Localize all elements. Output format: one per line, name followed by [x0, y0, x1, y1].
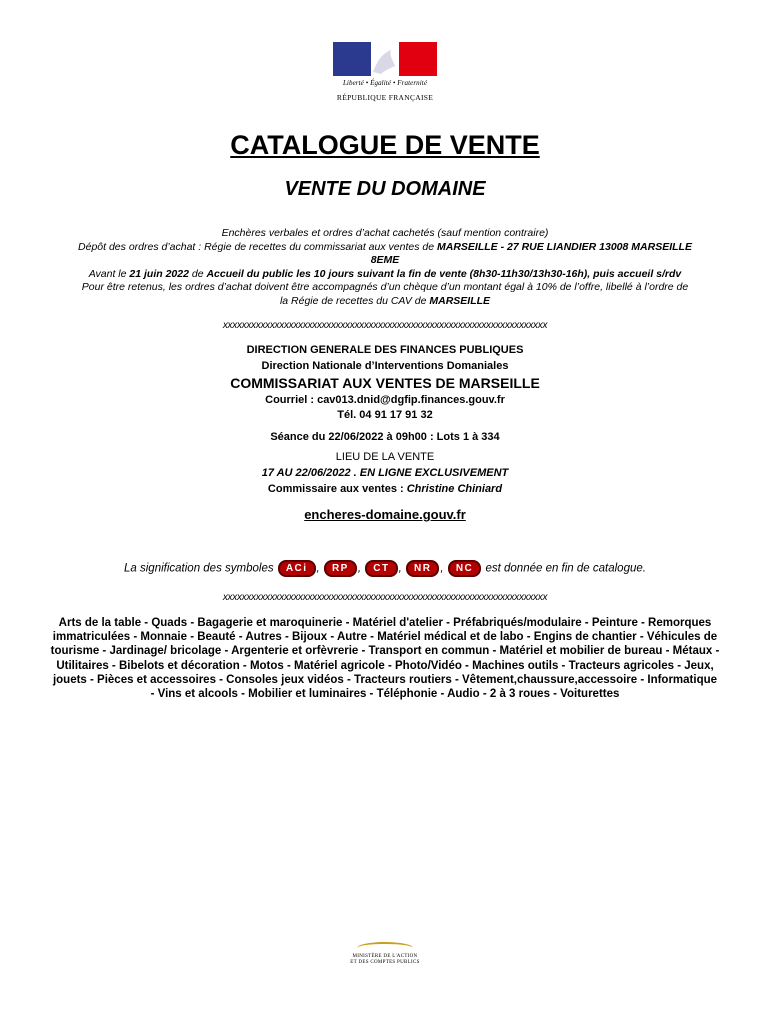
separator-line: xxxxxxxxxxxxxxxxxxxxxxxxxxxxxxxxxxxxxxxxxxxxxxxxxxxxxxxxxxxxxxxxxxxxx — [222, 320, 548, 331]
page-subtitle: VENTE DU DOMAINE — [284, 178, 486, 200]
badge-ct: CT — [365, 560, 397, 577]
website-link[interactable]: encheres-domaine.gouv.fr — [304, 507, 466, 522]
commissariat-heading: COMMISSARIAT AUX VENTES DE MARSEILLE — [230, 375, 540, 391]
dgfip-heading: DIRECTION GENERALE DES FINANCES PUBLIQUES — [246, 344, 524, 356]
badge-nr: NR — [406, 560, 439, 577]
lieu-heading: LIEU DE LA VENTE — [335, 451, 435, 463]
courriel-text[interactable]: Courriel : cav013.dnid@dgfip.finances.gouv.fr — [265, 394, 505, 406]
dnid-heading: Direction Nationale d’Interventions Domaniales — [261, 360, 509, 372]
categories-list: Arts de la table - Quads - Bagagerie et maroquinerie - Matériel d'atelier - Préfabriqués/modulaire - Peinture - Remorques immatriculées - Monnaie - Beauté - Autres - Bijoux - Autre - Matériel médical et de labo - Engins de chantier - Véhicules de tourisme - Jardinage/ bricolage - Argenterie et orfèvrerie - Transport en commun - Matériel et mobilier de bureau - Métaux - Utilitaires - Bibelots et décoration - Motos - Matériel agricole - Photo/Vidéo - Machines outils - Tracteurs agricoles - Jeux, jouets - Pièces et accessoires - Consoles jeux vidéos - Tracteurs routiers - Vêtement,chaussure,accessoire - Informatique - Vins et alcools - Mobilier et luminaires - Téléphonie - Audio - 2 à 3 roues - Voiturettes — [50, 617, 720, 701]
badge-aci: ACi — [278, 560, 316, 577]
intro-line-1: Enchères verbales et ordres d’achat cachetés (sauf mention contraire) — [221, 227, 549, 239]
symbols-line: La signification des symboles ACi , RP , CT , NR , NC est donnée en fin de catalogue. — [0, 560, 770, 577]
page-title: CATALOGUE DE VENTE — [230, 130, 540, 160]
intro-line-2: Dépôt des ordres d’achat : Régie de recettes du commissariat aux ventes de MARSEILLE - 27 RUE LIANDIER 13008 MARSEILLE 8EME — [78, 240, 692, 266]
separator-line-2: xxxxxxxxxxxxxxxxxxxxxxxxxxxxxxxxxxxxxxxxxxxxxxxxxxxxxxxxxxxxxxxxxxxxx — [222, 592, 548, 603]
ministry-line-1: MINISTÈRE DE L'ACTION — [352, 954, 418, 959]
badge-nc: NC — [448, 560, 481, 577]
badge-rp: RP — [324, 560, 357, 577]
tel-text: Tél. 04 91 17 91 32 — [337, 409, 433, 421]
marianne-flag-icon — [333, 42, 437, 76]
ministry-emblem-icon — [357, 942, 413, 954]
intro-line-4: Pour être retenus, les ordres d’achat doivent être accompagnés d’un chèque d’un montant égal à 10% de l’offre, libellé à l’ordre de la Régie de recettes du CAV de MARSEILLE — [81, 281, 689, 307]
seance-text: Séance du 22/06/2022 à 09h00 : Lots 1 à 334 — [270, 431, 500, 443]
ministry-logo — [325, 942, 445, 966]
republique-francaise-logo — [333, 42, 437, 102]
info-block — [0, 344, 770, 522]
logo-motto: Liberté • Égalité • Fraternité — [342, 79, 428, 87]
ministry-line-2: ET DES COMPTES PUBLICS — [350, 960, 420, 965]
lieu-detail: 17 AU 22/06/2022 . EN LIGNE EXCLUSIVEMENT — [261, 467, 509, 479]
logo-name: RÉPUBLIQUE FRANÇAISE — [336, 93, 434, 102]
intro-line-3: Avant le 21 juin 2022 de Accueil du public les 10 jours suivant la fin de vente (8h30-11h30/13h30-16h), puis accueil s/rdv — [88, 267, 682, 280]
intro-block — [0, 227, 770, 308]
commissaire-line: Commissaire aux ventes : Christine Chiniard — [267, 483, 503, 495]
